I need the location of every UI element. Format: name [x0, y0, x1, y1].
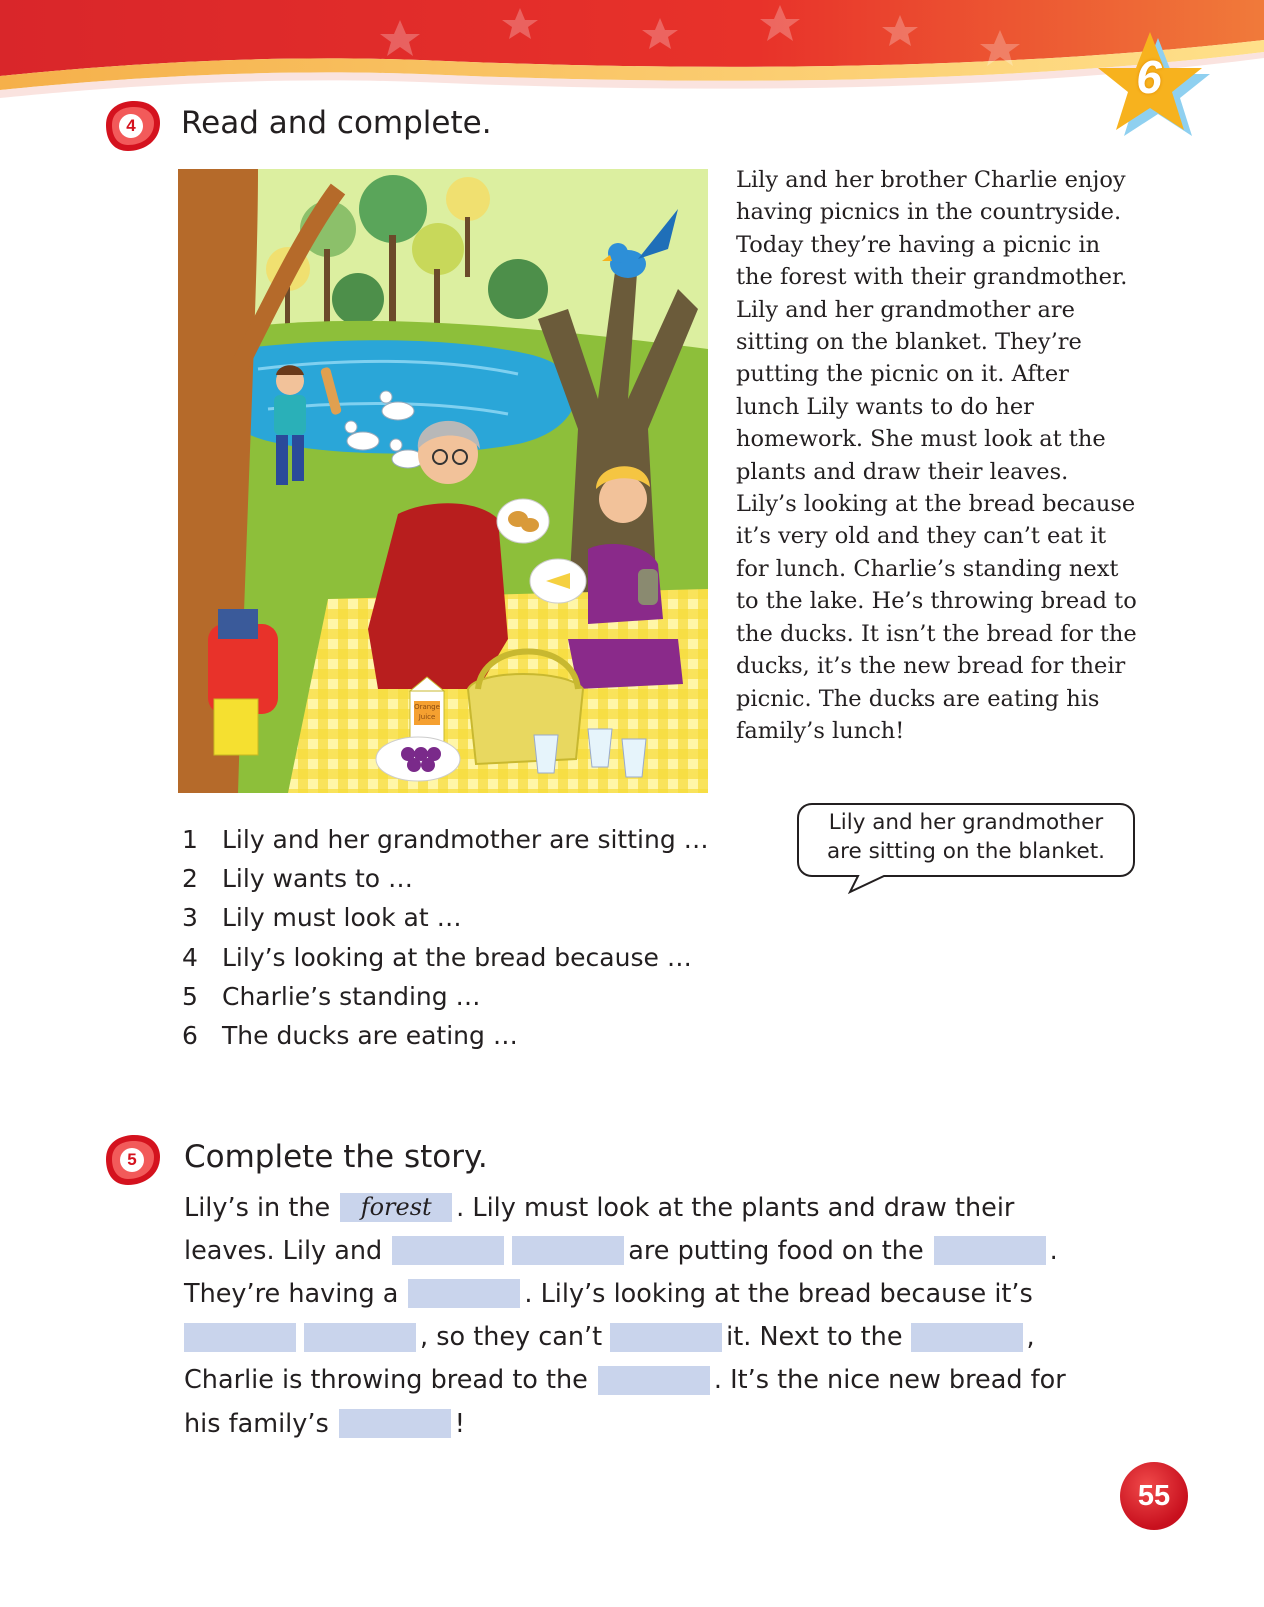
question-text: Lily wants to …	[222, 864, 413, 894]
answer-gap[interactable]	[512, 1236, 624, 1265]
story-line: ducks, it’s the new bread for their	[736, 653, 1126, 680]
story-line: plants and draw their leaves.	[736, 458, 1069, 485]
cloze-text: leaves. Lily and	[184, 1235, 383, 1266]
story-line: Today they’re having a picnic in	[736, 231, 1101, 258]
question-number: 4	[182, 942, 198, 972]
cloze-text: !	[454, 1408, 465, 1439]
story-line: it’s very old and they can’t eat it	[736, 523, 1107, 550]
top-banner	[0, 0, 1264, 110]
question-text: Charlie’s standing …	[222, 981, 481, 1011]
answer-gap[interactable]	[911, 1323, 1023, 1352]
story-line: homework. She must look at the	[736, 426, 1106, 453]
question-item	[182, 938, 762, 977]
story-line: lunch Lily wants to do her	[736, 393, 1034, 420]
story-line: Lily and her brother Charlie enjoy	[736, 167, 1126, 193]
exercise-5-number: 5	[120, 1148, 144, 1172]
story-line: Lily and her grandmother are	[736, 296, 1075, 323]
question-list	[182, 820, 762, 1055]
cloze-line	[184, 1359, 1124, 1402]
question-item	[182, 859, 762, 898]
answer-gap[interactable]	[610, 1323, 722, 1352]
question-item	[182, 820, 762, 859]
story-text	[736, 164, 1156, 747]
story-line: family’s lunch!	[736, 717, 905, 744]
answer-gap[interactable]	[934, 1236, 1046, 1265]
story-line: to the lake. He’s throwing bread to	[736, 588, 1137, 615]
question-item	[182, 1016, 762, 1055]
cloze-text: Charlie is throwing bread to the	[184, 1365, 588, 1396]
question-number: 6	[182, 1021, 198, 1051]
cloze-line	[184, 1272, 1124, 1315]
bubble-line-1: Lily and her grandmother	[828, 810, 1104, 835]
cloze-text: , so they can’t	[420, 1322, 603, 1353]
cloze-text: it. Next to the	[726, 1322, 903, 1353]
question-number: 1	[182, 825, 198, 855]
question-text: The ducks are eating …	[222, 1021, 518, 1051]
cloze-story	[184, 1186, 1124, 1445]
story-line: sitting on the blanket. They’re	[736, 329, 1082, 356]
cloze-text: .	[1049, 1235, 1058, 1266]
question-item	[182, 898, 762, 937]
unit-number: 6	[1136, 51, 1162, 103]
story-line: Lily’s looking at the bread because	[736, 491, 1136, 518]
question-item	[182, 977, 762, 1016]
cloze-text: They’re having a	[184, 1278, 399, 1309]
story-line: picnic. The ducks are eating his	[736, 685, 1100, 712]
picnic-illustration	[178, 169, 708, 793]
page-number: 55	[1120, 1462, 1188, 1530]
cloze-text: . It’s the nice new bread for	[713, 1365, 1066, 1396]
question-text: Lily and her grandmother are sitting …	[222, 825, 709, 855]
question-number: 5	[182, 981, 198, 1011]
cloze-text: are putting food on the	[628, 1235, 924, 1266]
juice-carton-label-2: Juice	[418, 713, 436, 721]
story-line: having picnics in the countryside.	[736, 199, 1122, 226]
cloze-text: . Lily must look at the plants and draw their	[456, 1192, 1015, 1223]
cloze-line	[184, 1316, 1124, 1359]
exercise-4-number: 4	[119, 114, 143, 138]
answer-gap[interactable]	[408, 1279, 520, 1308]
story-line: the forest with their grandmother.	[736, 264, 1128, 291]
question-text: Lily’s looking at the bread because …	[222, 942, 692, 972]
question-number: 2	[182, 864, 198, 894]
exercise-4-title: Read and complete.	[181, 105, 492, 141]
example-answer-bubble	[800, 808, 1132, 866]
story-line: putting the picnic on it. After	[736, 361, 1069, 388]
answer-gap-example: forest	[340, 1193, 452, 1222]
cloze-text: ,	[1026, 1322, 1035, 1353]
question-number: 3	[182, 903, 198, 933]
question-text: Lily must look at …	[222, 903, 462, 933]
answer-gap[interactable]	[304, 1323, 416, 1352]
cloze-line	[184, 1229, 1124, 1272]
answer-gap[interactable]	[339, 1409, 451, 1438]
cloze-text: Lily’s in the	[184, 1192, 331, 1223]
story-line: for lunch. Charlie’s standing next	[736, 555, 1119, 582]
juice-carton-label: Orange	[414, 703, 440, 711]
bubble-line-2: are sitting on the blanket.	[826, 839, 1106, 864]
cloze-text: . Lily’s looking at the bread because it’s	[524, 1278, 1033, 1309]
answer-gap[interactable]	[598, 1366, 710, 1395]
answer-gap[interactable]	[392, 1236, 504, 1265]
exercise-5-title: Complete the story.	[184, 1139, 488, 1175]
answer-gap[interactable]	[184, 1323, 296, 1352]
cloze-line	[184, 1186, 1124, 1229]
cloze-line	[184, 1402, 1124, 1445]
story-line: the ducks. It isn’t the bread for the	[736, 620, 1137, 647]
cloze-text: his family’s	[184, 1408, 329, 1439]
